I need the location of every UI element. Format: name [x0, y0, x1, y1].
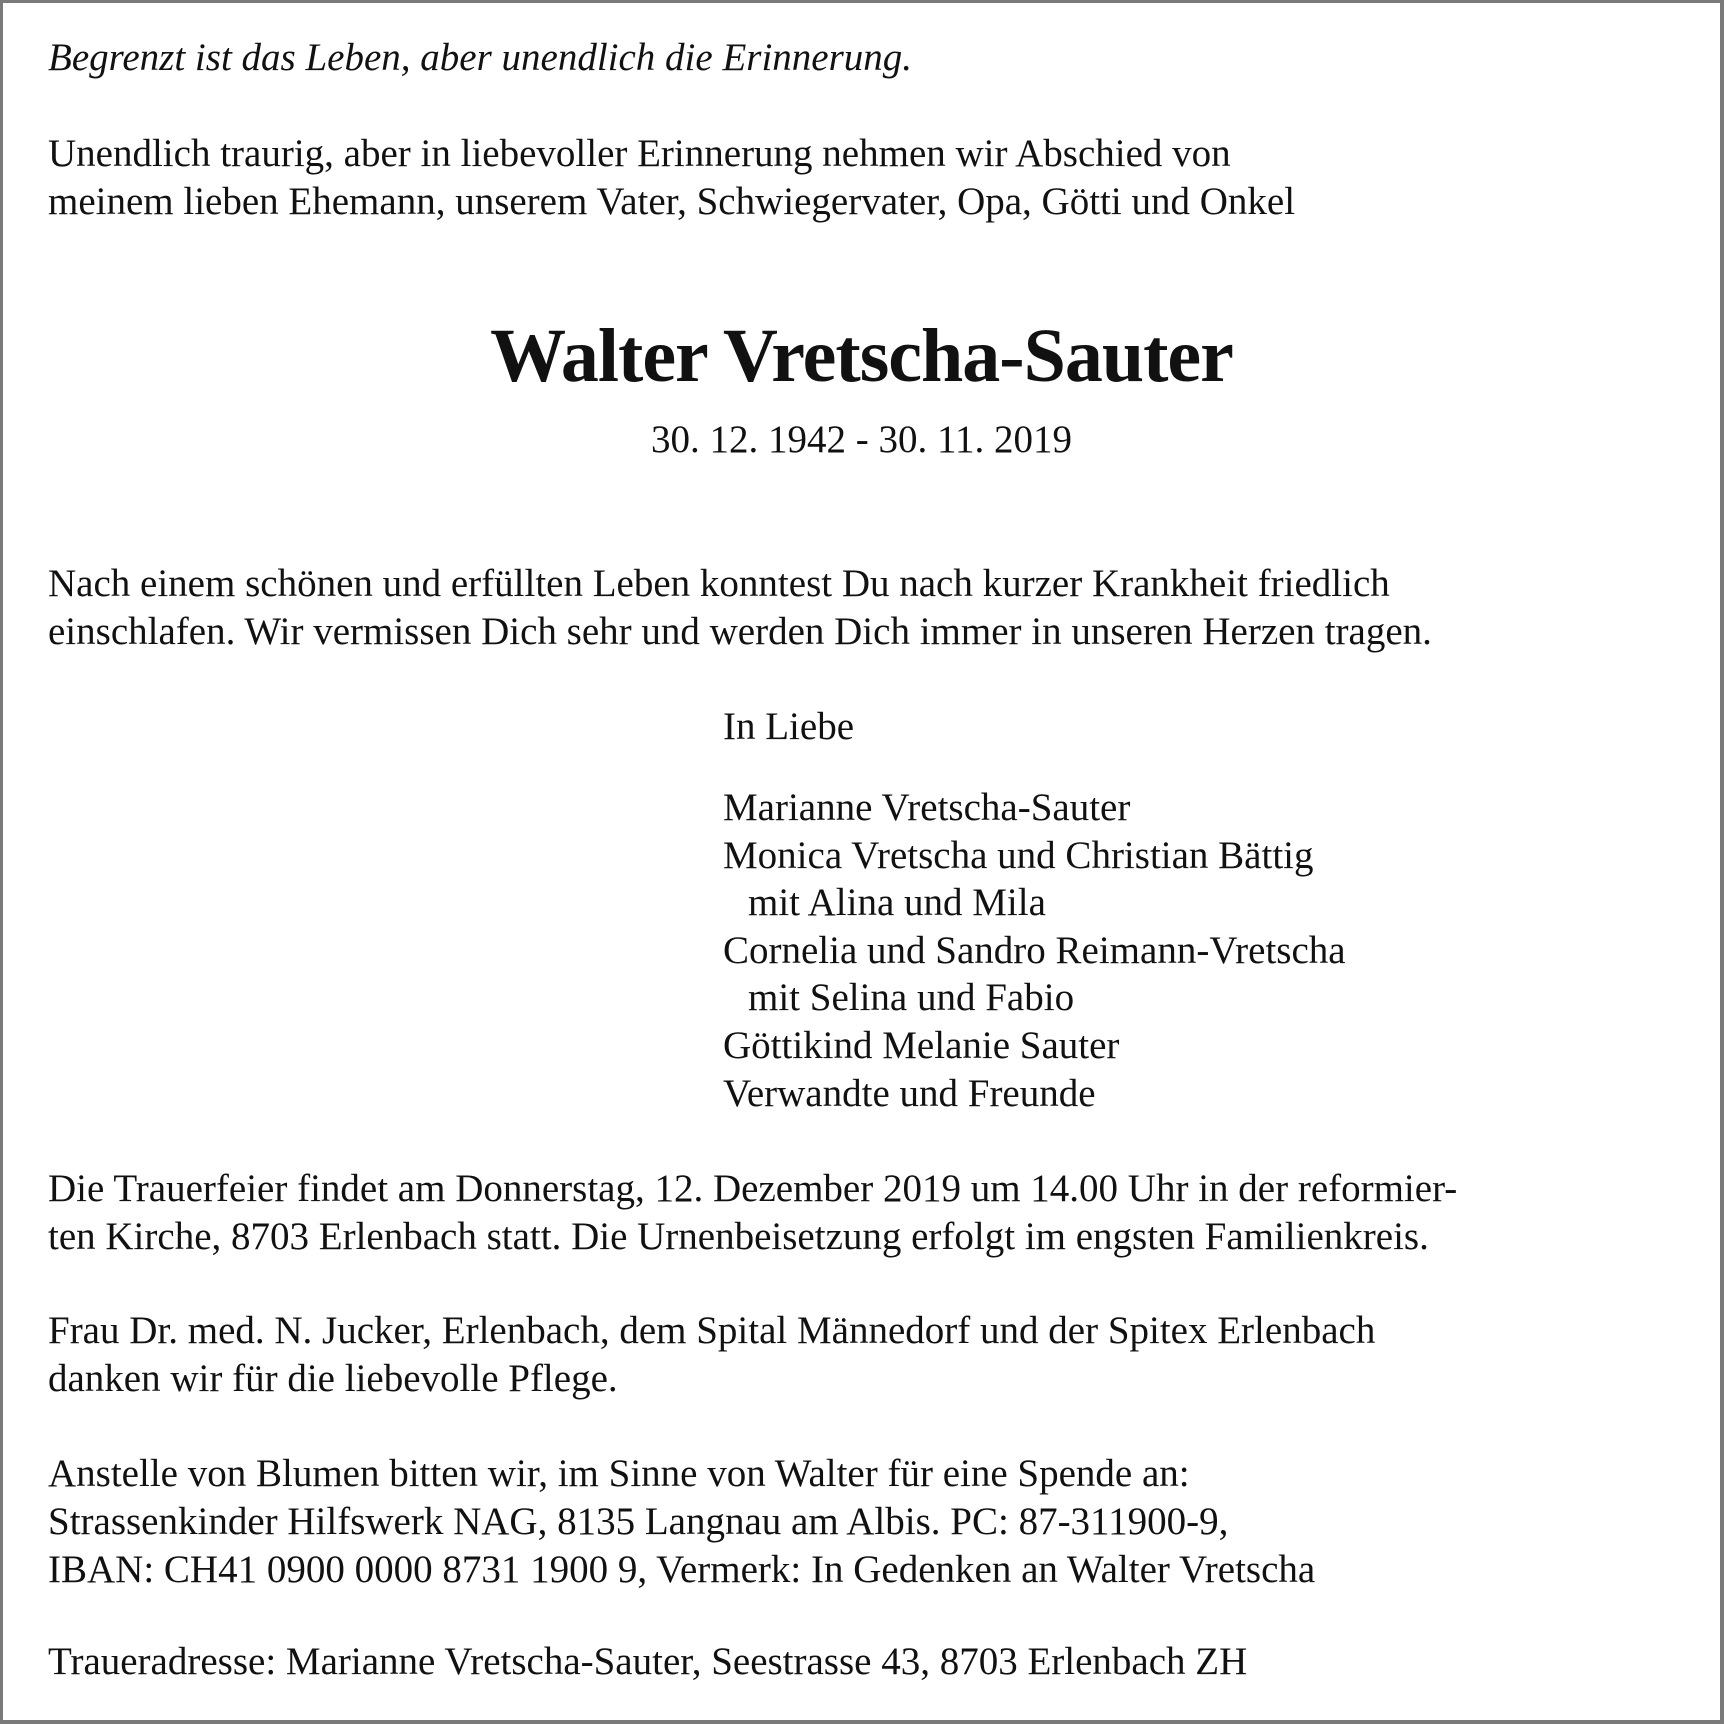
motto: Begrenzt ist das Leben, aber unendlich die Erinnerung. — [48, 36, 913, 79]
donation-line: IBAN: CH41 0900 0000 8731 1900 9, Vermerk: In Gedenken an Walter Vretscha — [48, 1548, 1316, 1591]
mourner: Cornelia und Sandro Reimann-Vretscha — [723, 928, 1346, 972]
thanks-line: danken wir für die liebevolle Pflege. — [48, 1357, 618, 1400]
mourner: Marianne Vretscha-Sauter — [723, 786, 1131, 829]
mourner: Verwandte und Freunde — [723, 1071, 1096, 1115]
mourner: Göttikind Melanie Sauter — [723, 1023, 1120, 1067]
donation-line: Anstelle von Blumen bitten wir, im Sinne von Walter für eine Spende an: — [48, 1452, 1190, 1495]
thanks-paragraph — [48, 1307, 1375, 1403]
mourner: Monica Vretscha und Christian Bättig — [723, 833, 1314, 877]
mourner: mit Alina und Mila — [748, 881, 1046, 925]
deceased-name: Walter Vretscha-Sauter — [490, 314, 1233, 398]
donation-paragraph — [48, 1450, 1315, 1594]
intro-line: Unendlich traurig, aber in liebevoller Erinnerung nehmen wir Abschied von — [48, 132, 1231, 175]
ceremony-paragraph — [48, 1165, 1457, 1261]
mourning-address: Traueradresse: Marianne Vretscha-Sauter, Seestrasse 43, 8703 Erlenbach ZH — [48, 1640, 1248, 1683]
message-line: Nach einem schönen und erfüllten Leben konntest Du nach kurzer Krankheit friedlich — [48, 562, 1390, 605]
intro-line: meinem lieben Ehemann, unserem Vater, Schwiegervater, Opa, Götti und Onkel — [48, 180, 1296, 223]
life-dates: 30. 12. 1942 - 30. 11. 2019 — [650, 418, 1073, 461]
message-line: einschlafen. Wir vermissen Dich sehr und werden Dich immer in unseren Herzen tragen. — [48, 610, 1432, 653]
ceremony-line: ten Kirche, 8703 Erlenbach statt. Die Urnenbeisetzung erfolgt im engsten Familienkreis. — [48, 1215, 1429, 1258]
donation-line: Strassenkinder Hilfswerk NAG, 8135 Langnau am Albis. PC: 87-311900-9, — [48, 1500, 1229, 1543]
intro-paragraph — [48, 130, 1295, 226]
mourner: mit Selina und Fabio — [748, 976, 1075, 1020]
ceremony-line: Die Trauerfeier findet am Donnerstag, 12. Dezember 2019 um 14.00 Uhr in der reformier- — [48, 1167, 1458, 1210]
mourners-list — [723, 784, 1346, 1117]
message-paragraph — [48, 560, 1432, 656]
thanks-line: Frau Dr. med. N. Jucker, Erlenbach, dem Spital Männedorf und der Spitex Erlenbach — [48, 1309, 1376, 1352]
in-liebe: In Liebe — [723, 705, 855, 748]
